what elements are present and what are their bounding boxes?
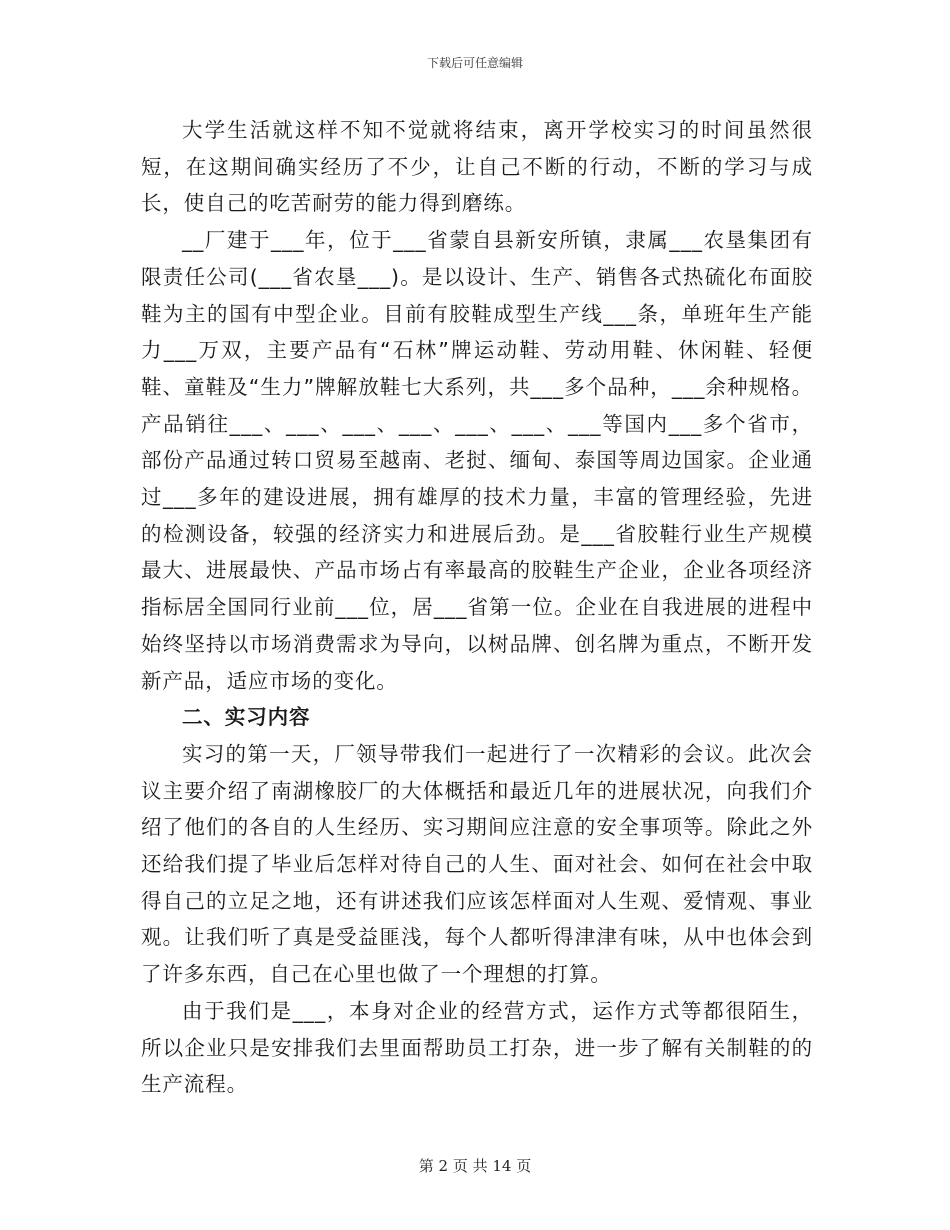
section-heading: 二、实习内容 — [182, 705, 311, 730]
header-note: 下载后可任意编辑 — [426, 56, 523, 70]
first-day-paragraph: 实习的第一天，厂领导带我们一起进行了一次精彩的会议。此次会议主要介绍了南湖橡胶厂的大体概括和最近几年的进展状况，向我们介绍了他们的各自的人生经历、实习期间应注意的安全事项等。除此之外还给我们提了毕业后怎样对待自己的人生、面对社会、如何在社会中取得自己的立足之地，还有讲述我们应该怎样面对人生观、爱情观、事业观。让我们听了真是受益匪浅，每个人都听得津津有味，从中也体会到了许多东西，自己在心里也做了一个理想的打算。 — [141, 741, 813, 987]
intro-paragraph: 大学生活就这样不知不觉就将结束，离开学校实习的时间虽然很短，在这期间确实经历了不少，让自己不断的行动，不断的学习与成长，使自己的吃苦耐劳的能力得到磨练。 — [141, 118, 813, 216]
company-paragraph: __厂建于___年，位于___省蒙自县新安所镇，隶属___农垦集团有限责任公司(___省农垦___)。是以设计、生产、销售各式热硫化布面胶鞋为主的国有中型企业。目前有胶鞋成型生产线___条，单班年生产能力___万双，主要产品有“石林”牌运动鞋、劳动用鞋、休闲鞋、轻便鞋、童鞋及“生力”牌解放鞋七大系列，共___多个品种，___余种规格。产品销往___、___、___、___、___、___、___等国内___多个省市，部份产品通过转口贸易至越南、老挝、缅甸、泰国等周边国家。企业通过___多年的建设进展，拥有雄厚的技术力量，丰富的管理经验，先进的检测设备，较强的经济实力和进展后劲。是___省胶鞋行业生产规模最大、进展最快、产品市场占有率最高的胶鞋生产企业，企业各项经济指标居全国同行业前___位，居___省第一位。企业在自我进展的进程中始终坚持以市场消费需求为导向，以树品牌、创名牌为重点，不断开发新产品，适应市场的变化。 — [141, 228, 813, 693]
page-footer: 第 2 页 共 14 页 — [418, 1157, 532, 1175]
process-paragraph: 由于我们是___，本身对企业的经营方式，运作方式等都很陌生，所以企业只是安排我们去里面帮助员工打杂，进一步了解有关制鞋的的生产流程。 — [141, 998, 813, 1097]
document-body — [141, 112, 813, 1103]
